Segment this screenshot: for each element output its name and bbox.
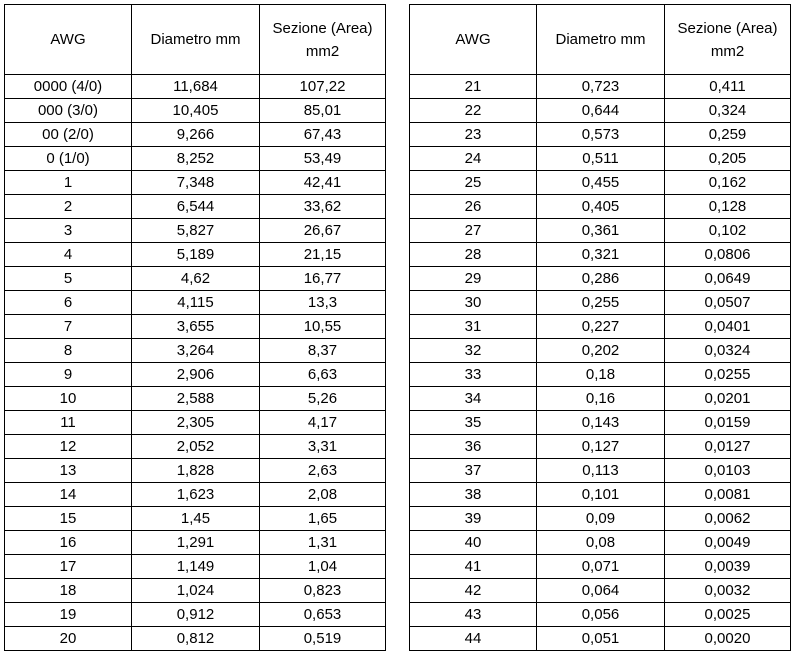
cell-area: 0,0025 — [665, 603, 791, 627]
cell-area: 0,0039 — [665, 555, 791, 579]
cell-diameter: 0,286 — [537, 267, 665, 291]
cell-diameter: 0,321 — [537, 243, 665, 267]
cell-awg: 37 — [410, 459, 537, 483]
cell-awg: 33 — [410, 363, 537, 387]
cell-area: 0,0032 — [665, 579, 791, 603]
cell-awg: 25 — [410, 171, 537, 195]
cell-area: 2,08 — [260, 483, 386, 507]
cell-area: 0,823 — [260, 579, 386, 603]
table-row — [410, 507, 791, 531]
table-row — [410, 267, 791, 291]
table-row — [410, 291, 791, 315]
cell-awg: 000 (3/0) — [5, 99, 132, 123]
table-row — [410, 171, 791, 195]
cell-awg: 38 — [410, 483, 537, 507]
cell-diameter: 2,052 — [132, 435, 260, 459]
cell-awg: 36 — [410, 435, 537, 459]
cell-area: 0,324 — [665, 99, 791, 123]
table-row — [410, 363, 791, 387]
cell-area: 0,0062 — [665, 507, 791, 531]
cell-awg: 39 — [410, 507, 537, 531]
cell-area: 2,63 — [260, 459, 386, 483]
cell-diameter: 8,252 — [132, 147, 260, 171]
cell-area: 21,15 — [260, 243, 386, 267]
cell-area: 0,205 — [665, 147, 791, 171]
table-row — [5, 147, 386, 171]
cell-area: 0,128 — [665, 195, 791, 219]
cell-awg: 9 — [5, 363, 132, 387]
table-row — [5, 555, 386, 579]
table-row — [5, 507, 386, 531]
cell-awg: 22 — [410, 99, 537, 123]
cell-awg: 21 — [410, 75, 537, 99]
cell-diameter: 1,623 — [132, 483, 260, 507]
cell-diameter: 0,644 — [537, 99, 665, 123]
cell-area: 0,259 — [665, 123, 791, 147]
cell-awg: 10 — [5, 387, 132, 411]
cell-awg: 14 — [5, 483, 132, 507]
cell-awg: 0000 (4/0) — [5, 75, 132, 99]
cell-diameter: 2,305 — [132, 411, 260, 435]
cell-area: 0,0201 — [665, 387, 791, 411]
cell-diameter: 4,62 — [132, 267, 260, 291]
table-row — [410, 531, 791, 555]
cell-awg: 4 — [5, 243, 132, 267]
header-area: Sezione (Area) mm2 — [665, 5, 791, 75]
cell-awg: 5 — [5, 267, 132, 291]
table-row — [410, 435, 791, 459]
cell-diameter: 9,266 — [132, 123, 260, 147]
cell-area: 0,0649 — [665, 267, 791, 291]
cell-area: 1,04 — [260, 555, 386, 579]
cell-area: 0,0324 — [665, 339, 791, 363]
table-row — [5, 339, 386, 363]
cell-diameter: 7,348 — [132, 171, 260, 195]
header-diameter: Diametro mm — [537, 5, 665, 75]
cell-awg: 30 — [410, 291, 537, 315]
header-awg: AWG — [5, 5, 132, 75]
cell-diameter: 0,071 — [537, 555, 665, 579]
cell-area: 67,43 — [260, 123, 386, 147]
table-row — [5, 603, 386, 627]
cell-awg: 26 — [410, 195, 537, 219]
table-row — [5, 75, 386, 99]
cell-area: 53,49 — [260, 147, 386, 171]
table-row — [5, 531, 386, 555]
cell-awg: 24 — [410, 147, 537, 171]
table-row — [410, 603, 791, 627]
table-row — [410, 75, 791, 99]
table-row — [5, 123, 386, 147]
cell-diameter: 5,189 — [132, 243, 260, 267]
cell-diameter: 0,09 — [537, 507, 665, 531]
cell-area: 0,0401 — [665, 315, 791, 339]
cell-area: 8,37 — [260, 339, 386, 363]
table-row — [5, 363, 386, 387]
cell-awg: 34 — [410, 387, 537, 411]
table-row — [410, 459, 791, 483]
cell-diameter: 0,455 — [537, 171, 665, 195]
cell-area: 42,41 — [260, 171, 386, 195]
cell-area: 16,77 — [260, 267, 386, 291]
cell-diameter: 2,588 — [132, 387, 260, 411]
cell-area: 6,63 — [260, 363, 386, 387]
cell-area: 10,55 — [260, 315, 386, 339]
cell-area: 5,26 — [260, 387, 386, 411]
cell-diameter: 0,573 — [537, 123, 665, 147]
cell-diameter: 0,202 — [537, 339, 665, 363]
cell-awg: 6 — [5, 291, 132, 315]
table-row — [5, 315, 386, 339]
cell-awg: 11 — [5, 411, 132, 435]
table-row — [410, 147, 791, 171]
header-area: Sezione (Area) mm2 — [260, 5, 386, 75]
table-row — [410, 243, 791, 267]
header-row — [5, 5, 386, 75]
cell-awg: 32 — [410, 339, 537, 363]
cell-awg: 3 — [5, 219, 132, 243]
table-row — [5, 99, 386, 123]
cell-awg: 0 (1/0) — [5, 147, 132, 171]
cell-awg: 23 — [410, 123, 537, 147]
cell-awg: 2 — [5, 195, 132, 219]
table-row — [5, 627, 386, 651]
cell-awg: 44 — [410, 627, 537, 651]
cell-area: 0,0081 — [665, 483, 791, 507]
cell-area: 0,519 — [260, 627, 386, 651]
table-row — [5, 411, 386, 435]
cell-awg: 29 — [410, 267, 537, 291]
table-row — [410, 339, 791, 363]
cell-awg: 00 (2/0) — [5, 123, 132, 147]
cell-diameter: 10,405 — [132, 99, 260, 123]
cell-area: 13,3 — [260, 291, 386, 315]
cell-area: 0,0255 — [665, 363, 791, 387]
table-row — [410, 195, 791, 219]
cell-diameter: 0,361 — [537, 219, 665, 243]
awg-table-right — [409, 4, 791, 651]
table-body — [410, 75, 791, 651]
cell-area: 107,22 — [260, 75, 386, 99]
cell-diameter: 0,08 — [537, 531, 665, 555]
cell-awg: 8 — [5, 339, 132, 363]
cell-awg: 20 — [5, 627, 132, 651]
table-row — [5, 459, 386, 483]
cell-area: 0,653 — [260, 603, 386, 627]
cell-diameter: 0,113 — [537, 459, 665, 483]
cell-awg: 31 — [410, 315, 537, 339]
cell-diameter: 0,143 — [537, 411, 665, 435]
cell-awg: 16 — [5, 531, 132, 555]
cell-diameter: 2,906 — [132, 363, 260, 387]
cell-diameter: 1,291 — [132, 531, 260, 555]
cell-area: 1,65 — [260, 507, 386, 531]
cell-diameter: 0,405 — [537, 195, 665, 219]
cell-diameter: 0,16 — [537, 387, 665, 411]
cell-diameter: 0,18 — [537, 363, 665, 387]
awg-table-left — [4, 4, 386, 651]
cell-diameter: 0,064 — [537, 579, 665, 603]
cell-area: 85,01 — [260, 99, 386, 123]
table-row — [5, 291, 386, 315]
table-row — [410, 123, 791, 147]
cell-diameter: 0,127 — [537, 435, 665, 459]
cell-area: 0,102 — [665, 219, 791, 243]
cell-diameter: 11,684 — [132, 75, 260, 99]
table-row — [410, 411, 791, 435]
cell-diameter: 0,511 — [537, 147, 665, 171]
cell-area: 0,0127 — [665, 435, 791, 459]
cell-awg: 19 — [5, 603, 132, 627]
cell-area: 0,411 — [665, 75, 791, 99]
cell-awg: 35 — [410, 411, 537, 435]
cell-area: 0,0103 — [665, 459, 791, 483]
cell-diameter: 1,024 — [132, 579, 260, 603]
header-diameter: Diametro mm — [132, 5, 260, 75]
cell-diameter: 0,056 — [537, 603, 665, 627]
table-row — [5, 579, 386, 603]
table-row — [5, 483, 386, 507]
cell-diameter: 4,115 — [132, 291, 260, 315]
cell-awg: 27 — [410, 219, 537, 243]
cell-awg: 42 — [410, 579, 537, 603]
cell-diameter: 0,255 — [537, 291, 665, 315]
cell-awg: 12 — [5, 435, 132, 459]
cell-diameter: 1,149 — [132, 555, 260, 579]
cell-area: 0,162 — [665, 171, 791, 195]
table-row — [410, 387, 791, 411]
table-row — [5, 219, 386, 243]
cell-awg: 7 — [5, 315, 132, 339]
cell-area: 0,0020 — [665, 627, 791, 651]
cell-diameter: 0,912 — [132, 603, 260, 627]
cell-diameter: 0,227 — [537, 315, 665, 339]
cell-awg: 15 — [5, 507, 132, 531]
table-row — [410, 315, 791, 339]
cell-awg: 17 — [5, 555, 132, 579]
cell-area: 3,31 — [260, 435, 386, 459]
cell-area: 0,0806 — [665, 243, 791, 267]
table-row — [410, 483, 791, 507]
cell-area: 26,67 — [260, 219, 386, 243]
table-row — [5, 195, 386, 219]
cell-area: 0,0159 — [665, 411, 791, 435]
cell-awg: 28 — [410, 243, 537, 267]
cell-area: 33,62 — [260, 195, 386, 219]
table-row — [5, 387, 386, 411]
table-row — [5, 243, 386, 267]
cell-diameter: 6,544 — [132, 195, 260, 219]
table-row — [410, 579, 791, 603]
cell-awg: 1 — [5, 171, 132, 195]
cell-awg: 41 — [410, 555, 537, 579]
table-row — [5, 171, 386, 195]
table-row — [410, 219, 791, 243]
table-row — [5, 435, 386, 459]
table-body — [5, 75, 386, 651]
table-row — [410, 627, 791, 651]
cell-diameter: 0,723 — [537, 75, 665, 99]
table-row — [410, 99, 791, 123]
cell-diameter: 3,655 — [132, 315, 260, 339]
header-row — [410, 5, 791, 75]
cell-diameter: 5,827 — [132, 219, 260, 243]
table-row — [410, 555, 791, 579]
cell-diameter: 1,45 — [132, 507, 260, 531]
cell-awg: 13 — [5, 459, 132, 483]
cell-diameter: 0,101 — [537, 483, 665, 507]
cell-area: 0,0507 — [665, 291, 791, 315]
table-header — [5, 5, 386, 75]
table-row — [5, 267, 386, 291]
cell-diameter: 0,812 — [132, 627, 260, 651]
cell-area: 0,0049 — [665, 531, 791, 555]
cell-diameter: 3,264 — [132, 339, 260, 363]
cell-awg: 40 — [410, 531, 537, 555]
cell-awg: 18 — [5, 579, 132, 603]
cell-diameter: 1,828 — [132, 459, 260, 483]
header-awg: AWG — [410, 5, 537, 75]
cell-diameter: 0,051 — [537, 627, 665, 651]
table-header — [410, 5, 791, 75]
cell-area: 4,17 — [260, 411, 386, 435]
cell-awg: 43 — [410, 603, 537, 627]
cell-area: 1,31 — [260, 531, 386, 555]
